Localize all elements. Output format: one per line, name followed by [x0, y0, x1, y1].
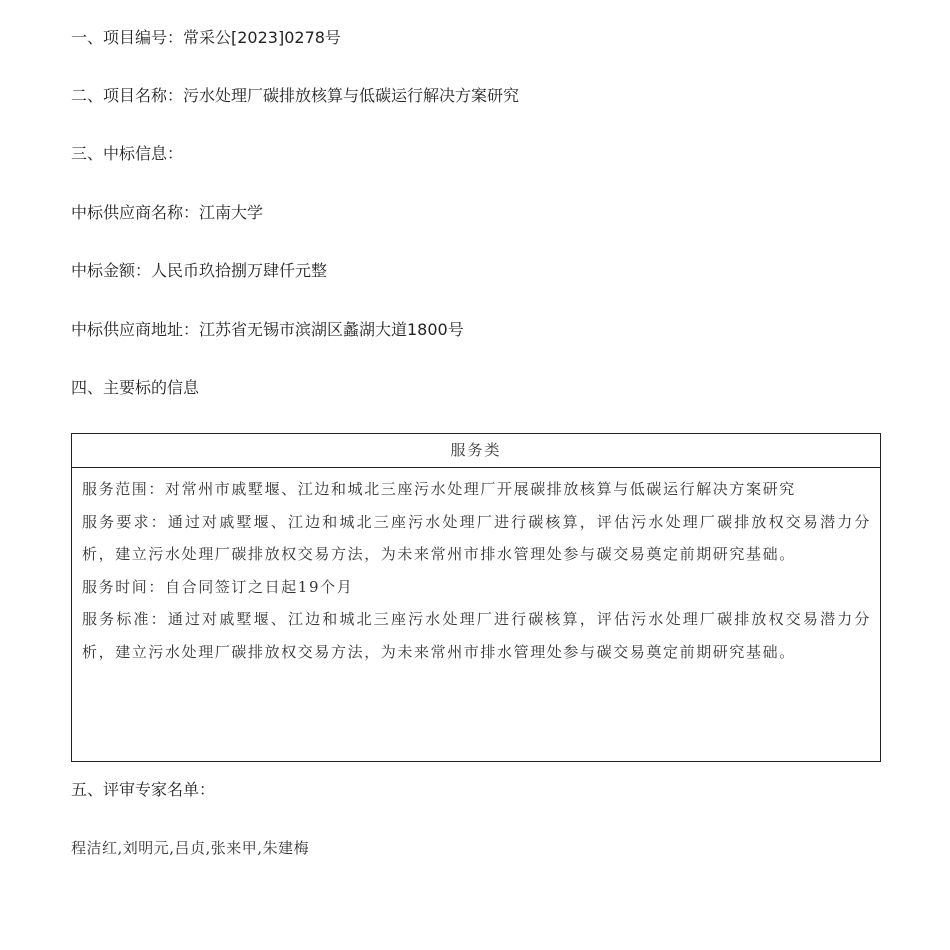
- main-info-heading: 四、主要标的信息: [71, 378, 200, 397]
- table-body: [72, 468, 880, 668]
- supplier-name: 中标供应商名称：江南大学: [71, 203, 264, 222]
- experts-list: 程洁红,刘明元,吕贞,张来甲,朱建梅: [71, 839, 310, 857]
- experts-heading: 五、评审专家名单：: [71, 780, 216, 799]
- award-info-heading: 三、中标信息：: [71, 144, 184, 163]
- project-number: 一、项目编号：常采公[2023]0278号: [71, 28, 341, 47]
- service-duration: 服务时间：自合同签订之日起19个月: [82, 577, 354, 596]
- service-scope: 服务范围：对常州市戚墅堰、江边和城北三座污水处理厂开展碳排放核算与低碳运行解决方案研究: [82, 480, 796, 498]
- supplier-address: 中标供应商地址：江苏省无锡市滨湖区蠡湖大道1800号: [71, 320, 464, 339]
- service-standards: 服务标准：通过对戚墅堰、江边和城北三座污水处理厂进行碳核算，评估污水处理厂碳排放权交易潜力分析，建立污水处理厂碳排放权交易方法，为未来常州市排水管理处参与碳交易奠定前期研究基础。: [82, 610, 871, 661]
- service-requirements: 服务要求：通过对戚墅堰、江边和城北三座污水处理厂进行碳核算，评估污水处理厂碳排放权交易潜力分析，建立污水处理厂碳排放权交易方法，为未来常州市排水管理处参与碳交易奠定前期研究基础。: [82, 512, 871, 563]
- project-name: 二、项目名称：污水处理厂碳排放核算与低碳运行解决方案研究: [71, 86, 520, 105]
- award-amount: 中标金额：人民币玖拾捌万肆仟元整: [71, 261, 328, 280]
- main-info-table: [71, 433, 881, 762]
- table-header: 服务类: [72, 434, 880, 468]
